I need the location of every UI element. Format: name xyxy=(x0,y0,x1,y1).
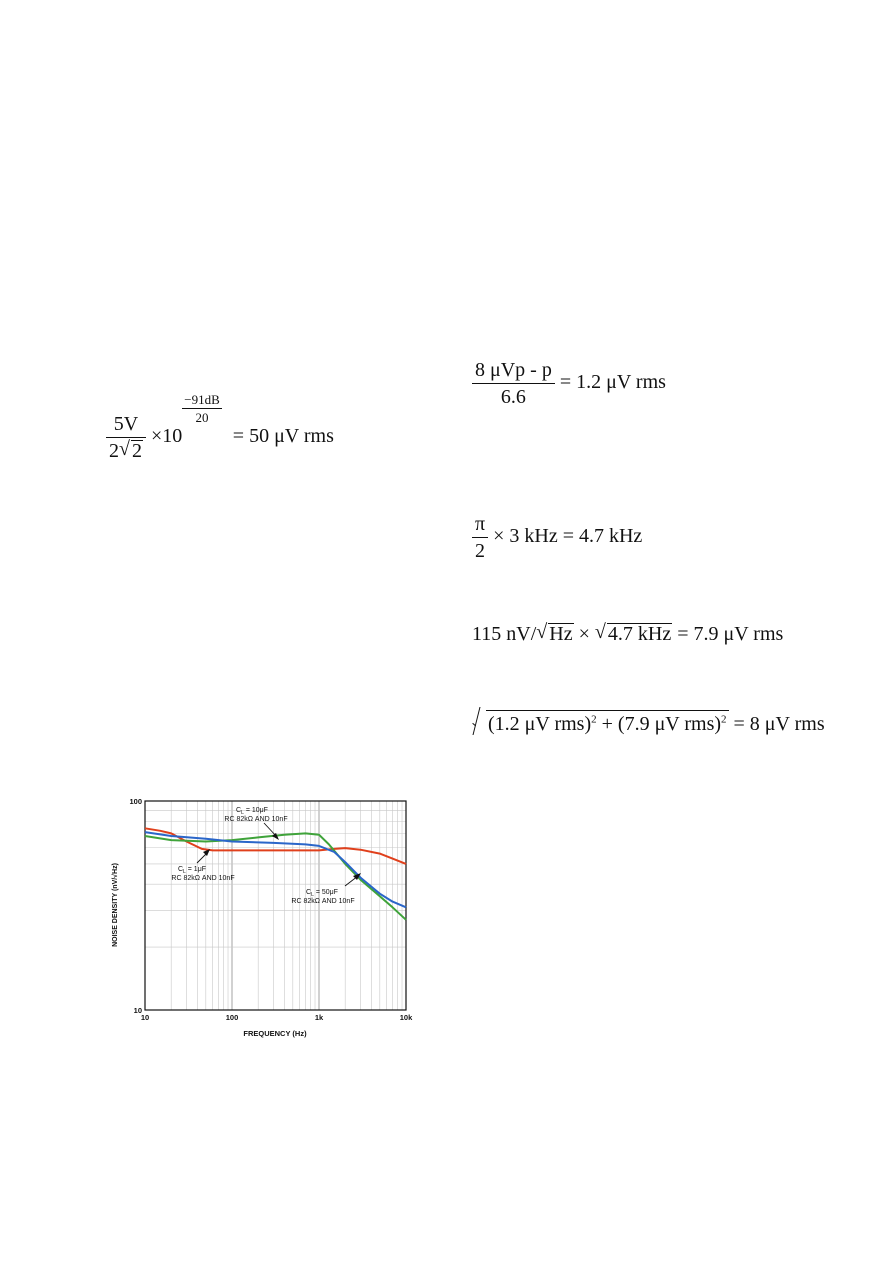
sqrt-symbol xyxy=(472,710,729,736)
equation-result: × 3 kHz = 4.7 kHz xyxy=(493,525,643,548)
annotation-line1: $C_L = 1\mu F$ xyxy=(177,866,207,875)
fraction xyxy=(106,412,146,463)
sqrt-symbol xyxy=(595,623,672,646)
equation-result: = 50 μV rms xyxy=(232,425,334,448)
annotation-line2: RC 82kΩ AND 10nF xyxy=(291,898,355,905)
y-tick-label: 100 xyxy=(129,797,142,806)
fraction xyxy=(472,512,488,563)
annotation-line1: $C_L = 50\mu F$ xyxy=(306,889,338,898)
plot-frame xyxy=(145,801,406,1010)
plus-sign: + xyxy=(596,713,618,735)
equation-result: = 1.2 μV rms xyxy=(559,371,666,394)
equation-total-noise xyxy=(472,710,825,736)
sqrt-symbol xyxy=(536,623,573,646)
noise-density-chart xyxy=(104,790,416,1040)
annotation-line1: $C_L = 10\mu F$ xyxy=(236,807,268,816)
exponent-b: 2 xyxy=(721,713,727,726)
x-axis-label: FREQUENCY (Hz) xyxy=(243,1029,307,1038)
radicand: 4.7 kHz xyxy=(607,623,672,645)
term-b: (7.9 μV rms) xyxy=(617,713,722,735)
term-a: (1.2 μV rms) xyxy=(488,713,592,735)
fraction xyxy=(472,358,555,409)
exponent-fraction xyxy=(182,392,222,425)
exponent-denominator: 20 xyxy=(195,410,209,425)
times-sign: × xyxy=(573,623,595,645)
arrowhead xyxy=(272,833,279,840)
times-ten: ×10 xyxy=(151,425,183,448)
fraction-numerator: 5V xyxy=(106,412,146,438)
annotation-cl-1uf xyxy=(171,849,234,882)
equation-result: = 7.9 μV rms xyxy=(672,623,784,645)
fraction-denominator: 6.6 xyxy=(500,386,526,408)
equation-bandwidth xyxy=(472,512,642,563)
exponent-a: 2 xyxy=(591,713,597,726)
annotation-line2: RC 82kΩ AND 10nF xyxy=(224,816,288,823)
y-tick-label: 10 xyxy=(133,1006,142,1015)
radicand: 2 xyxy=(132,440,142,462)
coefficient: 2 xyxy=(109,440,119,462)
annotation-line2: RC 82kΩ AND 10nF xyxy=(171,875,235,882)
fraction-denominator: 2 xyxy=(475,540,486,562)
y-axis-label: NOISE DENSITY (nV/√Hz) xyxy=(112,863,119,947)
fraction-numerator: 8 μVp - p xyxy=(472,358,555,384)
x-tick-label: 10k xyxy=(399,1013,413,1022)
fraction-numerator: π xyxy=(472,512,488,538)
annotation-cl-50uf xyxy=(291,873,361,905)
sqrt-symbol xyxy=(119,439,143,463)
equation-result: = 8 μV rms xyxy=(728,713,825,735)
x-tick-label: 10 xyxy=(140,1013,150,1022)
exponent-numerator: −91dB xyxy=(184,392,220,407)
fraction-denominator xyxy=(106,438,146,463)
radicand: Hz xyxy=(549,623,573,645)
equation-peak-to-rms xyxy=(472,358,666,409)
x-tick-label: 100 xyxy=(225,1013,239,1022)
x-tick-label: 1k xyxy=(314,1013,324,1022)
noise-density: 115 nV/ xyxy=(472,623,537,645)
equation-noise-from-dB xyxy=(106,392,334,463)
radicand xyxy=(486,710,729,736)
equation-integrated-noise xyxy=(472,623,783,646)
chart-grid xyxy=(145,801,406,1010)
